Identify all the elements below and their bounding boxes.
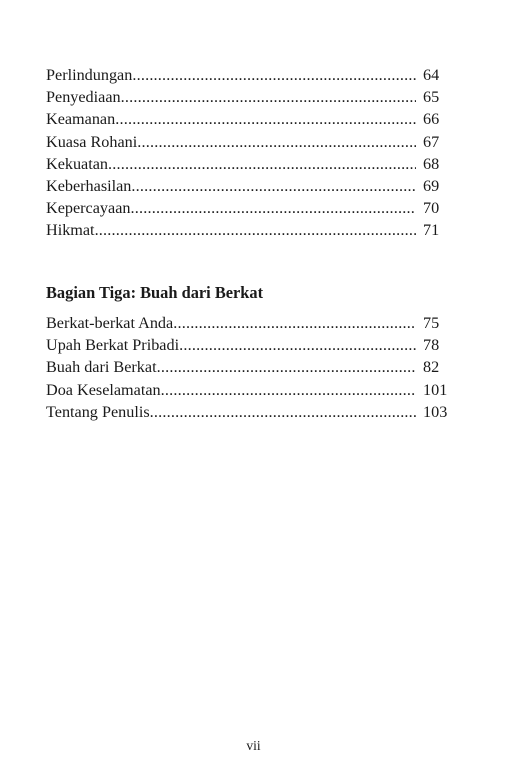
toc-leader-dots	[121, 88, 416, 106]
toc-entry-page: 69	[423, 176, 440, 195]
toc-entry-page: 78	[423, 336, 440, 355]
toc-entry	[46, 312, 466, 334]
toc-entry-page: 68	[423, 154, 440, 173]
toc-entry-title: Kekuatan	[46, 154, 109, 173]
toc-entry-page: 82	[423, 358, 440, 377]
toc-entry-title: Doa Keselamatan	[46, 380, 161, 399]
toc-entry-title: Keamanan	[46, 110, 116, 129]
toc-entry	[46, 153, 466, 175]
toc-entry	[46, 64, 466, 86]
toc-leader-dots	[131, 177, 416, 195]
toc-entry	[46, 356, 466, 378]
toc-entry	[46, 86, 466, 108]
toc-entry-title: Buah dari Berkat	[46, 358, 157, 377]
section-heading: Bagian Tiga: Buah dari Berkat	[46, 283, 264, 302]
toc-entry-title: Upah Berkat Pribadi	[46, 336, 180, 355]
toc-entry-title: Kepercayaan	[46, 199, 131, 218]
toc-entry	[46, 334, 466, 356]
toc-entry-title: Perlindungan	[46, 66, 133, 84]
toc-leader-dots	[179, 336, 416, 354]
toc-entry	[46, 219, 466, 241]
toc-entry-title: Keberhasilan	[46, 176, 132, 195]
toc-entry-page: 70	[423, 199, 440, 218]
toc-entry-page: 71	[423, 221, 440, 240]
toc-entry	[46, 401, 466, 423]
toc-leader-dots	[108, 155, 416, 173]
toc-entry-page: 65	[423, 88, 440, 107]
toc-leader-dots	[173, 314, 416, 332]
toc-entry-title: Penyediaan	[46, 88, 121, 107]
toc-entry-title: Hikmat	[46, 221, 95, 240]
toc-leader-dots	[115, 110, 416, 128]
toc-leader-dots	[137, 133, 416, 151]
toc-entry	[46, 108, 466, 130]
toc-entry-title: Tentang Penulis	[46, 402, 150, 421]
toc-list-part-three	[46, 312, 466, 423]
toc-entry-page: 75	[423, 314, 440, 332]
toc-entry-page: 103	[423, 402, 448, 421]
toc-leader-dots	[95, 221, 416, 239]
toc-leader-dots	[132, 66, 416, 84]
toc-entry-title: Kuasa Rohani	[46, 132, 138, 151]
toc-entry	[46, 379, 466, 401]
toc-entry-page: 101	[423, 380, 448, 399]
toc-entry-title: Berkat-berkat Anda	[46, 314, 174, 332]
toc-list-part-two	[46, 64, 466, 242]
page-number: vii	[246, 738, 261, 753]
toc-entry	[46, 175, 466, 197]
toc-entry	[46, 131, 466, 153]
toc-entry	[46, 197, 466, 219]
toc-leader-dots	[150, 403, 416, 421]
toc-entry-page: 66	[423, 110, 440, 129]
toc-entry-page: 64	[423, 66, 440, 84]
toc-entry-page: 67	[423, 132, 440, 151]
toc-leader-dots	[161, 381, 416, 399]
toc-leader-dots	[130, 199, 416, 217]
toc-leader-dots	[157, 358, 416, 376]
